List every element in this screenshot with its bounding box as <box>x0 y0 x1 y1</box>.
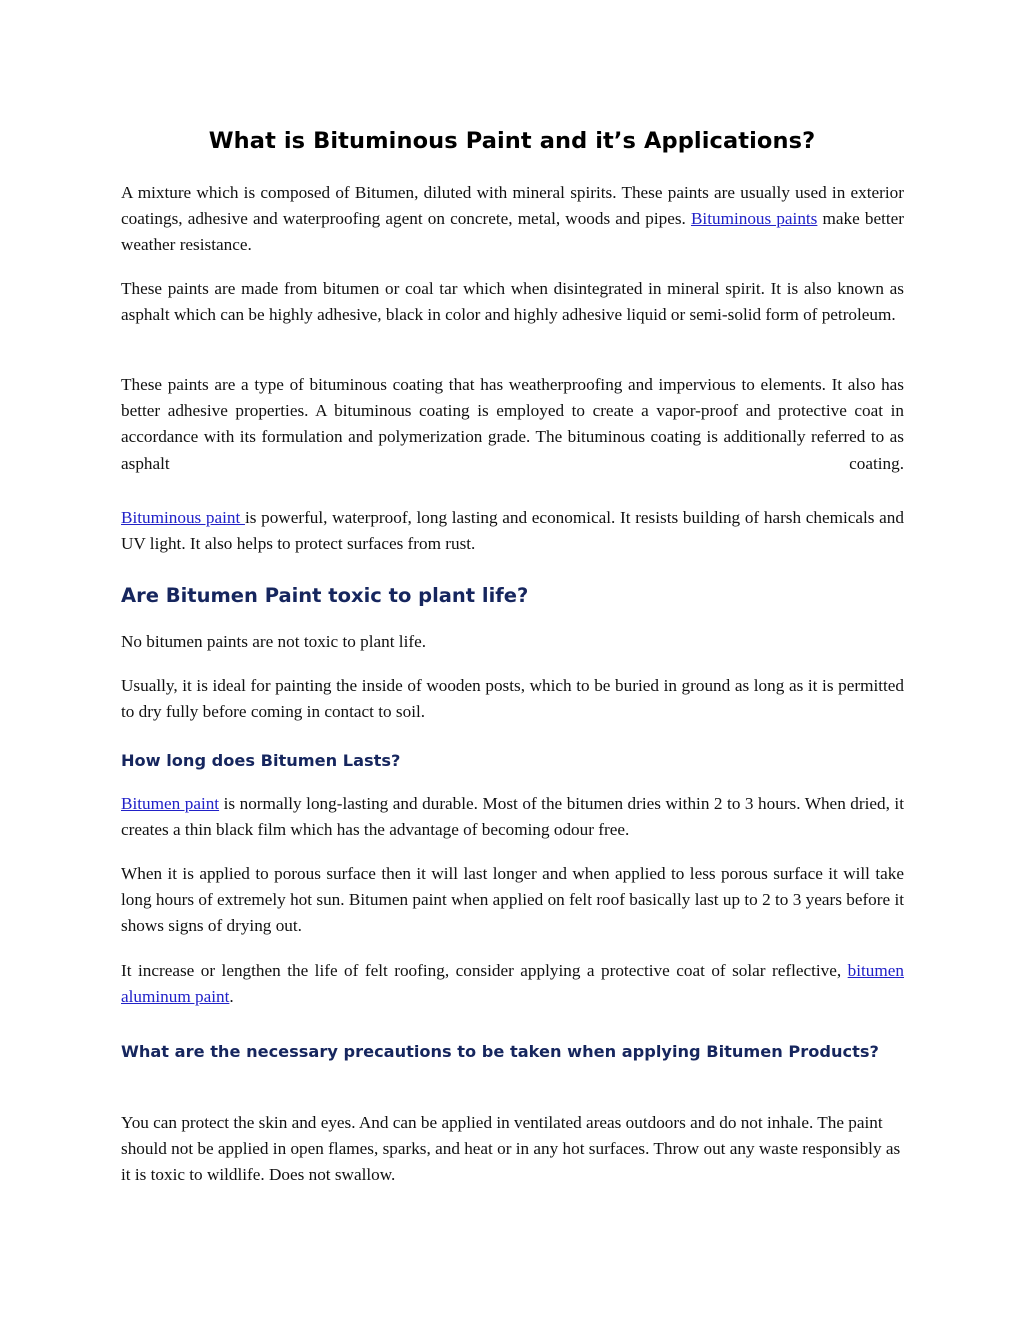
paragraph-properties <box>121 505 904 557</box>
paragraph-durable <box>121 791 904 843</box>
heading-how-long: How long does Bitumen Lasts? <box>121 751 401 770</box>
paragraph-text: A mixture which is composed of Bitumen, diluted with mineral spirits. These paints are usually used in exterior coatings, adhesive and waterproofing agent on concrete, metal, woods and pipes. <box>121 183 904 229</box>
paragraph-coating: These paints are a type of bituminous coating that has weatherproofing and impervious to elements. It also has better adhesive properties. A bituminous coating is employed to create a vapor-proof and protective coat in accordance with its formulation and polymerization grade. The bituminous coating is additionally referred to as asphalt coating. <box>121 375 904 473</box>
bituminous-paints-link[interactable]: Bituminous paints <box>690 209 818 229</box>
paragraph-precautions: You can protect the skin and eyes. And can be applied in ventilated areas outdoors and do not inhale. The paint should not be applied in open flames, sparks, and heat or in any hot surfaces. Throw out any waste responsibly as it is toxic to wildlife. Does not swallow. <box>121 1113 901 1185</box>
paragraph-intro <box>121 180 904 259</box>
paragraph-text: is powerful, waterproof, long lasting and economical. It resists building of harsh chemicals and UV light. It also helps to protect surfaces from rust. <box>121 508 904 554</box>
heading-toxic: Are Bitumen Paint toxic to plant life? <box>121 584 529 607</box>
paragraph-wooden-posts: Usually, it is ideal for painting the inside of wooden posts, which to be buried in ground as long as it is permitted to dry fully before coming in contact to soil. <box>121 676 904 722</box>
paragraph-porous: When it is applied to porous surface then it will last longer and when applied to less porous surface it will take long hours of extremely hot sun. Bitumen paint when applied on felt roof basically last up to 2 to 3 years before it shows signs of drying out. <box>121 864 904 936</box>
bitumen-paint-link[interactable]: Bitumen paint <box>121 794 220 813</box>
paragraph-composition: These paints are made from bitumen or coal tar which when disintegrated in mineral spirit. It is also known as asphalt which can be highly adhesive, black in color and highly adhesive liquid or semi-solid form of petroleum. <box>121 279 904 325</box>
paragraph-text: It increase or lengthen the life of felt roofing, consider applying a protective coat of solar reflective, <box>121 961 848 980</box>
paragraph-felt-roofing <box>121 958 904 1010</box>
heading-precautions: What are the necessary precautions to be taken when applying Bitumen Products? <box>121 1042 879 1061</box>
bituminous-paint-link[interactable]: Bituminous paint <box>121 508 245 527</box>
paragraph-text: . <box>229 987 234 1007</box>
paragraph-text: is normally long-lasting and durable. Most of the bitumen dries within 2 to 3 hours. When dried, it creates a thin black film which has the advantage of becoming odour free. <box>121 794 904 840</box>
paragraph-text: make better weather resistance. <box>121 209 904 255</box>
paragraph-not-toxic: No bitumen paints are not toxic to plant life. <box>121 632 427 651</box>
page-title: What is Bituminous Paint and it’s Applications? <box>208 128 816 154</box>
bitumen-aluminum-paint-link[interactable]: bitumen aluminum paint <box>121 961 904 1007</box>
